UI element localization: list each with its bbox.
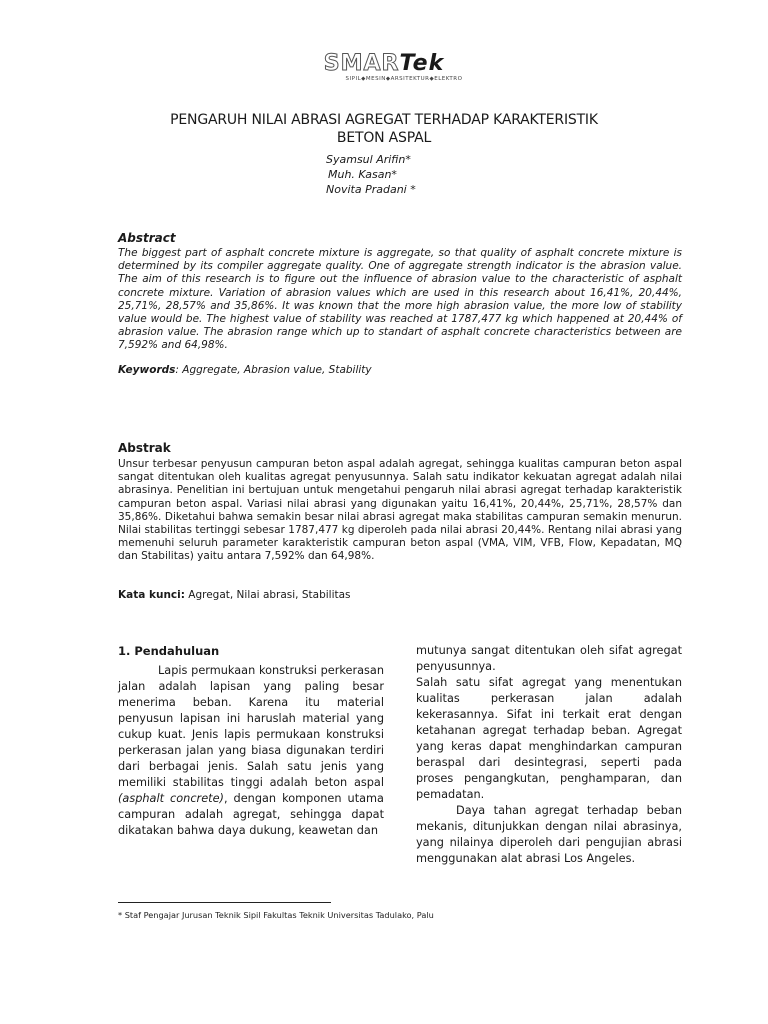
author-3: Novita Pradani * <box>326 183 416 196</box>
paper-title <box>100 111 668 147</box>
footnote: * Staf Pengajar Jurusan Teknik Sipil Fakultas Teknik Universitas Tadulako, Palu <box>118 910 434 920</box>
abstrak-heading: Abstrak <box>118 441 171 455</box>
footnote-divider <box>118 902 331 903</box>
intro-p1-text-b: , dengan komponen utama campuran adalah agregat, sehingga dapat dikatakan bahwa daya dukung, keawetan dan <box>118 792 384 837</box>
title-line-2: BETON ASPAL <box>336 130 432 146</box>
intro-left-column <box>118 643 384 839</box>
author-2: Muh. Kasan* <box>328 168 397 181</box>
abstract-keywords <box>118 364 372 376</box>
kata-kunci-value: Agregat, Nilai abrasi, Stabilitas <box>184 589 351 601</box>
title-line-1: PENGARUH NILAI ABRASI AGREGAT TERHADAP KARAKTERISTIK <box>170 112 598 128</box>
logo-subtitle: SIPIL◆MESIN◆ARSITEKTUR◆ELEKTRO <box>345 76 463 82</box>
intro-p1-text-a: Lapis permukaan konstruksi perkerasan jalan adalah lapisan yang paling besar menerima beban. Karena itu material penyusun lapisan ini haruslah material yang cukup kuat. Jenis lapis permukaan konstruksi perkerasan jalan yang biasa digunakan terdiri dari berbagai jenis. Salah satu jenis yang memiliki stabilitas tinggi adalah beton aspal <box>118 664 384 789</box>
keywords-label: Keywords <box>118 364 176 376</box>
logo-bold-text: Tek <box>399 51 445 76</box>
abstract-heading: Abstract <box>118 231 176 245</box>
abstrak-keywords <box>118 589 351 601</box>
intro-paragraph-2: Salah satu sifat agregat yang menentukan kualitas perkerasan jalan adalah kekerasannya. Sifat ini terkait erat dengan ketahanan agregat terhadap beban. Agregat yang keras dapat menghindarkan campuran beraspal dari desintegrasi, seperti pada proses pengangkutan, penghamparan, dan pemadatan. <box>416 676 682 801</box>
abstrak-text: Unsur terbesar penyusun campuran beton aspal adalah agregat, sehingga kualitas campuran beton aspal sangat ditentukan oleh kualitas agregat penyusunnya. Salah satu indikator kekuatan agregat adalah nilai abrasinya. Penelitian ini bertujuan untuk mengetahui pengaruh nilai abrasi agregat terhadap karakteristik campuran beton aspal. Variasi nilai abrasi yang digunakan yaitu 16,41%, 20,44%, 25,71%, 28,57% dan 35,86%. Diketahui bahwa semakin besar nilai abrasi agregat maka stabilitas campuran semakin menurun. Nilai stabilitas tertinggi sebesar 1787,477 kg diperoleh pada nilai abrasi 20,44%. Rentang nilai abrasi yang memenuhi seluruh parameter karakteristik campuran beton aspal (VMA, VIM, VFB, Flow, Kepadatan, MQ dan Stabilitas) yaitu antara 7,592% dan 64,98%. <box>118 458 682 563</box>
logo-outline-text: SMAR <box>323 51 400 76</box>
intro-paragraph-3: Daya tahan agregat terhadap beban mekanis, ditunjukkan dengan nilai abrasinya, yang nilainya diperoleh dari pengujian abrasi menggunakan alat abrasi Los Angeles. <box>416 804 682 865</box>
keywords-value: : Aggregate, Abrasion value, Stability <box>175 364 372 376</box>
abstract-text: The biggest part of asphalt concrete mixture is aggregate, so that quality of asphalt concrete mixture is determined by its compiler aggregate quality. One of aggregate strength indicator is the abrasion value. The aim of this research is to figure out the influence of abrasion value to the characteristic of asphalt concrete mixture. Variation of abrasion values which are used in this research about 16,41%, 20,44%, 25,71%, 28,57% and 35,86%. It was known that the more high abrasion value, the more low of stability value would be. The highest value of stability was reached at 1787,477 kg which happened at 20,44% of abrasion value. The abrasion range which up to standart of asphalt concrete characteristics between are 7,592% and 64,98%. <box>118 247 682 352</box>
intro-paragraph-1 <box>118 663 384 839</box>
intro-right-column <box>416 643 682 867</box>
kata-kunci-label: Kata kunci: <box>118 589 185 601</box>
author-1: Syamsul Arifin* <box>326 153 411 166</box>
intro-paragraph-1-cont: mutunya sangat ditentukan oleh sifat agregat penyusunnya. <box>416 644 682 673</box>
journal-logo <box>0 52 768 82</box>
intro-p1-italic: (asphalt concrete) <box>118 792 224 805</box>
intro-heading: 1. Pendahuluan <box>118 644 220 658</box>
author-list <box>0 152 768 197</box>
logo-wordmark <box>0 52 768 76</box>
